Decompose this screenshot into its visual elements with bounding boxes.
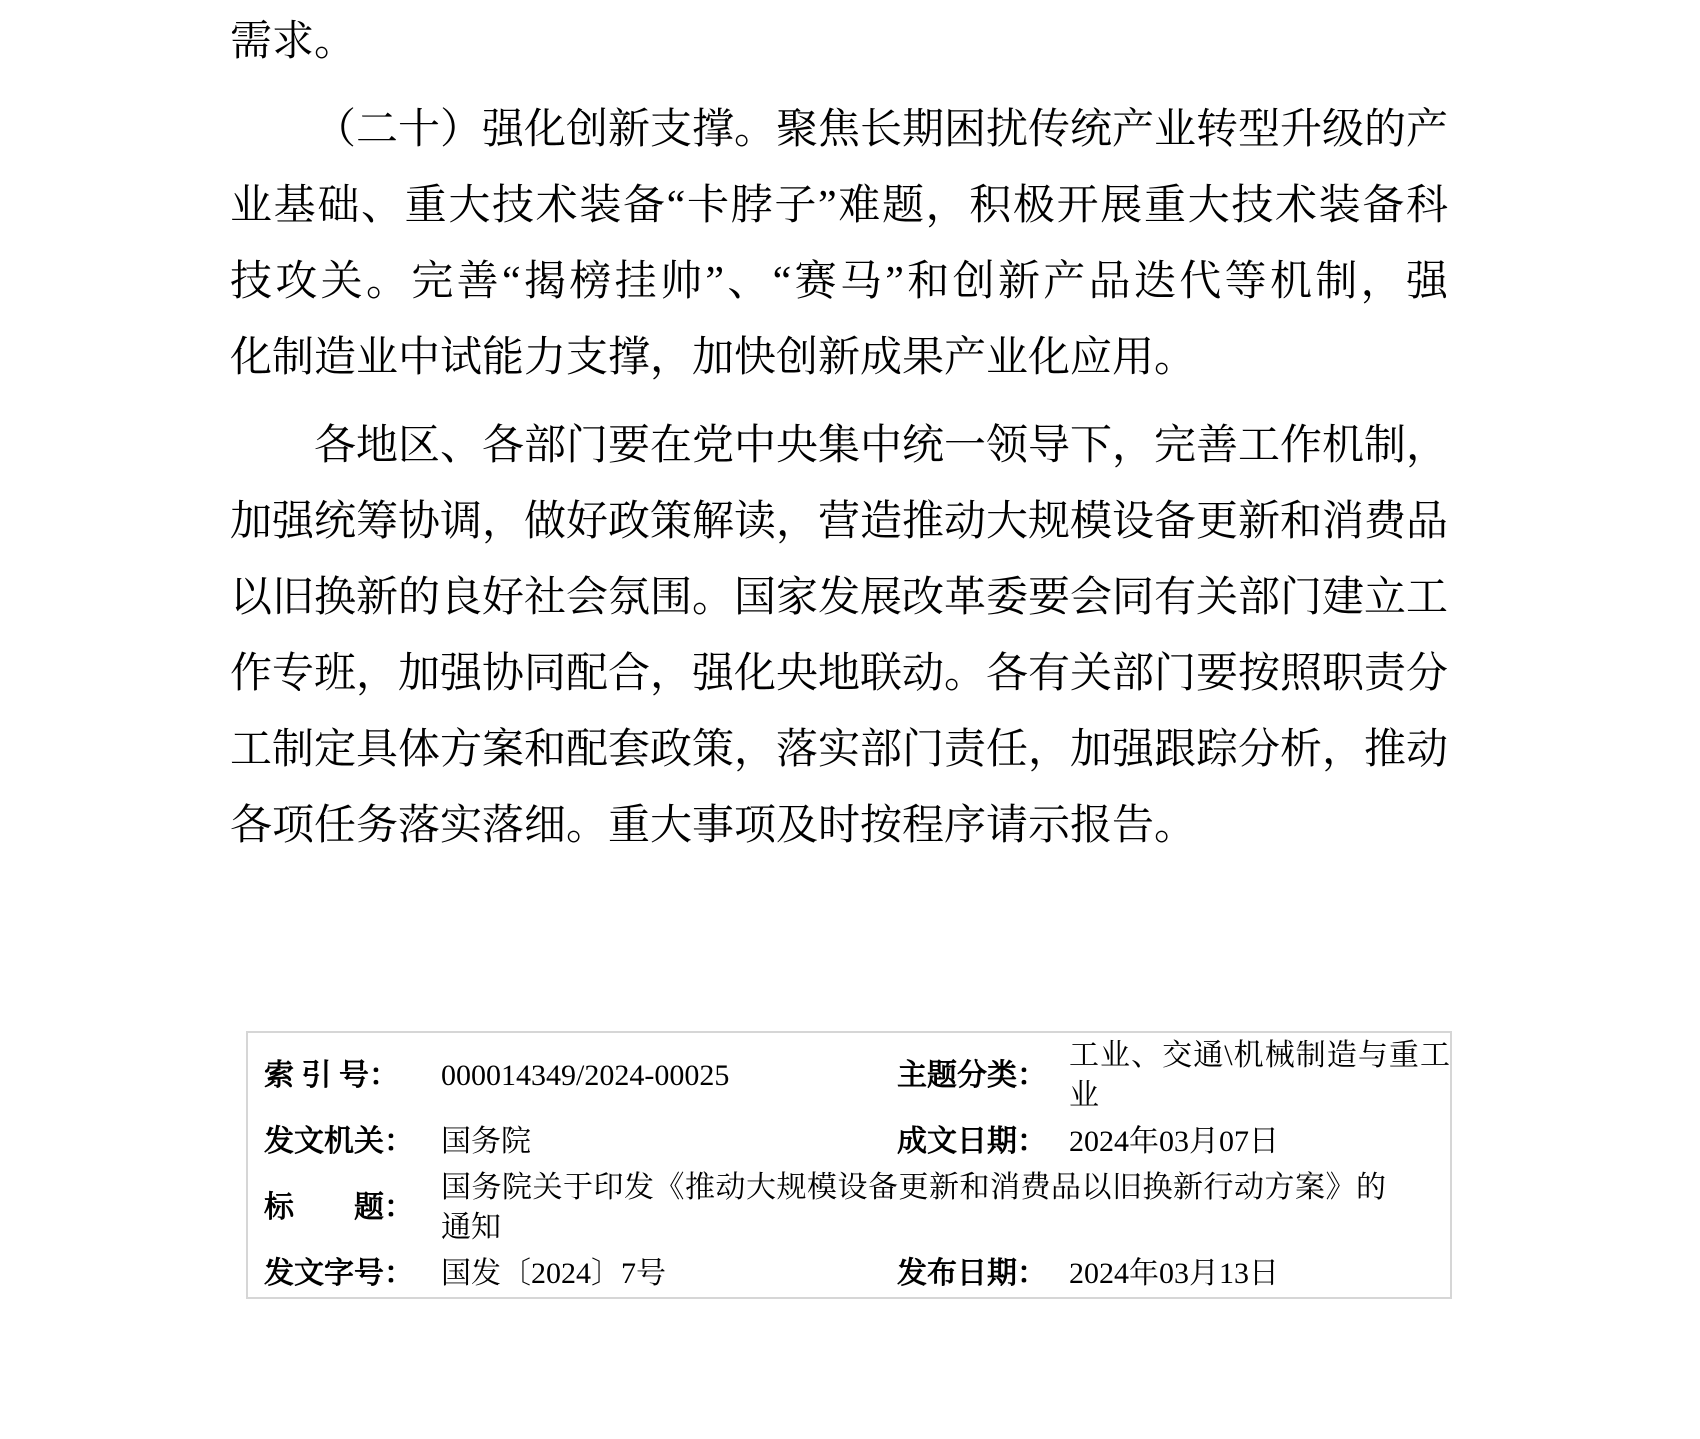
index-number-label: 索 引 号： [264,1059,399,1092]
document-line: 作专班，加强协同配合，强化央地联动。各有关部门要按照职责分 [230,651,1449,697]
document-line: 加强统筹协调，做好政策解读，营造推动大规模设备更新和消费品 [230,499,1449,545]
document-number-value: 国发〔2024〕7号 [441,1257,666,1290]
document-line: 技攻关。完善“揭榜挂帅”、“赛马”和创新产品迭代等机制，强 [230,259,1448,305]
paragraph [230,408,1448,864]
document-line: 业基础、重大技术装备“卡脖子”难题，积极开展重大技术装备科 [230,183,1448,229]
written-date-value: 2024年03月07日 [1069,1125,1279,1158]
table-row [247,1119,1451,1165]
paragraph [230,92,1448,396]
topic-category-label: 主题分类： [897,1059,1047,1092]
table-row [247,1251,1451,1298]
title-value: 国务院关于印发《推动大规模设备更新和消费品以旧换新行动方案》的通知 [441,1171,1386,1244]
title-label: 标 题： [264,1191,414,1224]
paragraph [230,4,1448,80]
issuing-agency-value: 国务院 [441,1125,531,1158]
document-line: 需求。 [230,19,357,65]
document-line: 各项任务落实落细。重大事项及时按程序请示报告。 [230,803,1197,849]
document-info-table [246,1031,1452,1299]
written-date-label: 成文日期： [897,1125,1047,1158]
document-number-label: 发文字号： [264,1257,414,1290]
document-line: 以旧换新的良好社会氛围。国家发展改革委要会同有关部门建立工 [230,575,1449,621]
table-row [247,1165,1451,1251]
topic-category-value: 工业、交通\机械制造与重工业 [1069,1039,1450,1112]
index-number-value: 000014349/2024-00025 [441,1059,730,1092]
document-line: （二十）强化创新支撑。聚焦长期困扰传统产业转型升级的产 [314,107,1449,153]
issuing-agency-label: 发文机关： [264,1125,414,1158]
publish-date-value: 2024年03月13日 [1069,1257,1279,1290]
table-row [247,1032,1451,1119]
document-line: 工制定具体方案和配套政策，落实部门责任，加强跟踪分析，推动 [230,727,1449,773]
document-body [230,4,1448,864]
document-line: 化制造业中试能力支撑，加快创新成果产业化应用。 [230,335,1197,381]
publish-date-label: 发布日期： [897,1257,1047,1290]
document-line: 各地区、各部门要在党中央集中统一领导下，完善工作机制， [314,423,1449,469]
